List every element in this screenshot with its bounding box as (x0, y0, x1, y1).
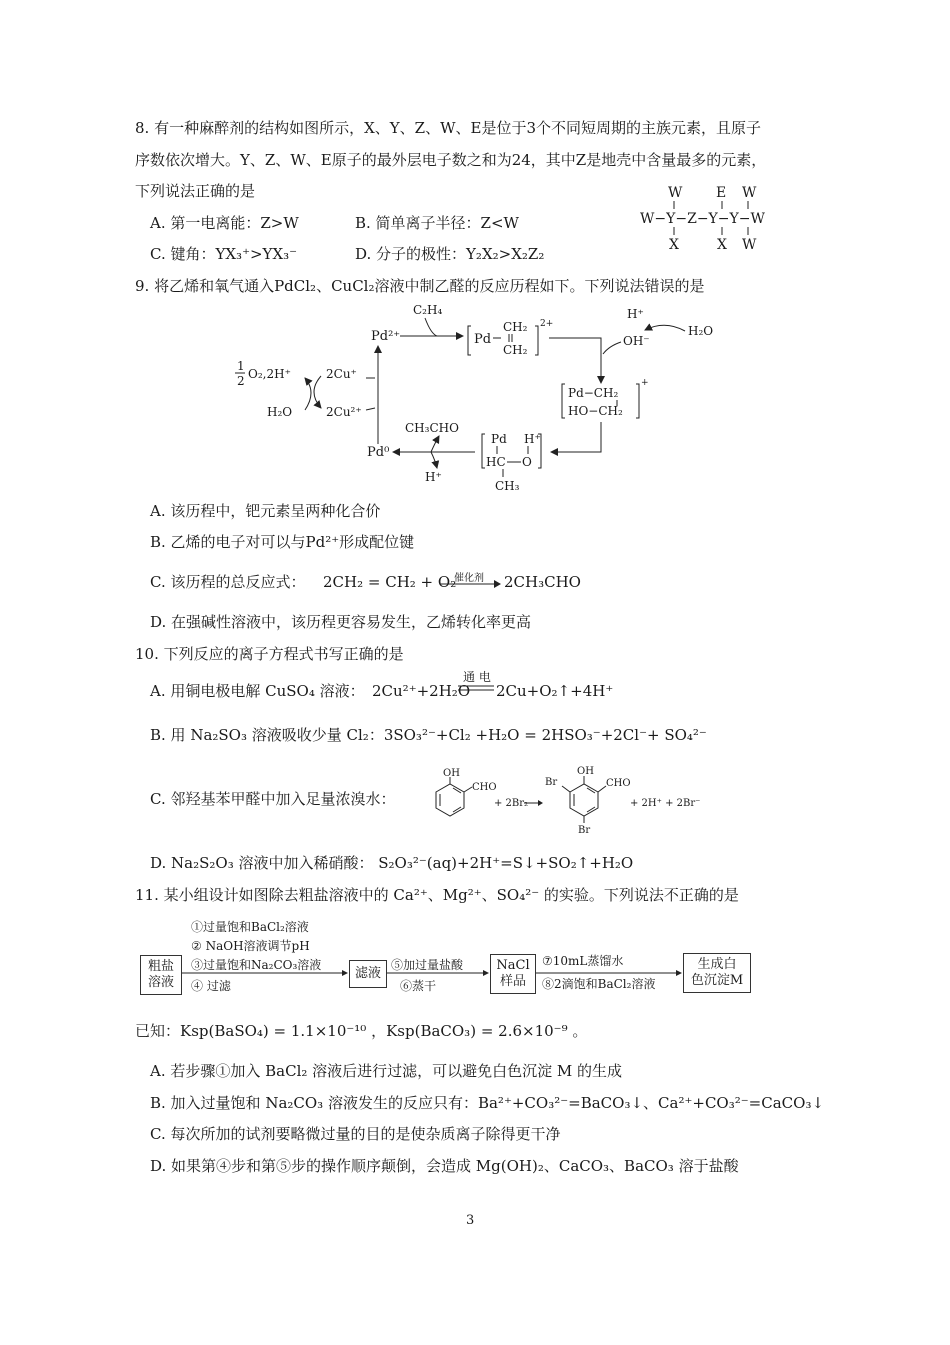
complex2-line2: HO−CH₂ (568, 404, 623, 418)
h-plus-bottom: H⁺ (425, 470, 442, 484)
flow-step-5: ⑤加过量盐酸 (391, 958, 464, 972)
complex3-h: H⁺ (524, 432, 541, 446)
complex2-line1: Pd−CH₂ (568, 386, 619, 400)
oxygen-protons: O₂,2H⁺ (248, 367, 291, 381)
complex1-ch2-top: CH₂ (503, 320, 528, 334)
atom-top-2: E (716, 185, 727, 201)
half-numerator: 1 (237, 359, 245, 373)
complex3-ch3: CH₃ (495, 479, 520, 493)
flow-step-1: ①过量饱和BaCl₂溶液 (191, 920, 309, 934)
q10-electrolysis-condition: 通 电 (463, 670, 491, 684)
copper-ii-label: 2Cu²⁺ (326, 405, 362, 419)
q10-option-d: D. Na₂S₂O₃ 溶液中加入稀硝酸： S₂O₃²⁻(aq)+2H⁺=S↓+SO₂↑+H₂O (150, 854, 634, 872)
structure-main-chain: W−Y−Z−Y−Y−W (640, 211, 765, 227)
q10-stem: 10. 下列反应的离子方程式书写正确的是 (135, 645, 404, 663)
flow-box-crude-salt: 粗盐 溶液 (140, 955, 182, 995)
flow-box-white-precipitate: 生成白 色沉淀M (683, 953, 751, 993)
flow-step-8: ⑧2滴饱和BaCl₂溶液 (542, 977, 656, 991)
page-number: 3 (466, 1213, 475, 1228)
q9-reaction-arrow (440, 579, 502, 591)
q9-catalyst-label: 催化剂 (454, 573, 484, 584)
flow-step-4: ④ 过滤 (191, 979, 231, 993)
complex2-charge: + (641, 378, 649, 388)
water-right: H₂O (688, 324, 714, 338)
q10-option-c-label: C. 邻羟基苯甲醛中加入足量浓溴水： (150, 790, 396, 808)
atom-bottom-1: X (669, 237, 679, 253)
q8-option-d: D. 分子的极性：Y₂X₂>X₂Z₂ (355, 245, 545, 263)
product-cho: CHO (606, 778, 631, 789)
atom-bottom-2: X (717, 237, 727, 253)
q8-stem-line2: 序数依次增大。Y、Z、W、E原子的最外层电子数之和为24，其中Z是地壳中含量最多的元素， (135, 151, 767, 169)
q10-option-b: B. 用 Na₂SO₃ 溶液吸收少量 Cl₂：3SO₃²⁻+Cl₂ +H₂O = 2HSO₃⁻+2Cl⁻+ SO₄²⁻ (150, 726, 707, 744)
copper-i-label: 2Cu⁺ (326, 367, 357, 381)
q8-option-c: C. 键角：YX₃⁺>YX₃⁻ (150, 245, 298, 263)
atom-top-1: W (668, 185, 683, 201)
half-denominator: 2 (237, 374, 245, 388)
q10-option-a-label: A. 用铜电极电解 CuSO₄ 溶液： (150, 682, 365, 700)
q11-option-d: D. 如果第④步和第⑤步的操作顺序颠倒，会造成 Mg(OH)₂、CaCO₃、BaCO₃ 溶于盐酸 (150, 1157, 739, 1175)
q11-known-constants: 已知：Ksp(BaSO₄) = 1.1×10⁻¹⁰ ，Ksp(BaCO₃) = 2.6×10⁻⁹ 。 (135, 1022, 588, 1040)
complex3-o: O (522, 455, 532, 469)
q10-option-a-equation-right: 2Cu+O₂↑+4H⁺ (496, 682, 614, 700)
hydroxide-label: OH⁻ (623, 334, 650, 348)
q9-option-d: D. 在强碱性溶液中，该历程更容易发生，乙烯转化率更高 (150, 613, 532, 631)
c2h4-label: C₂H₄ (413, 303, 443, 317)
product-oh: OH (577, 766, 594, 777)
flow-box-filtrate: 滤液 (349, 960, 387, 988)
q9-stem: 9. 将乙烯和氧气通入PdCl₂、CuCl₂溶液中制乙醛的反应历程如下。下列说法错误的是 (135, 277, 705, 295)
q9-option-c-equation-right: 2CH₃CHO (504, 573, 581, 591)
q11-option-c: C. 每次所加的试剂要略微过量的目的是使杂质离子除得更干净 (150, 1125, 561, 1143)
atom-bottom-3: W (742, 237, 757, 253)
q10-bromination-scheme (412, 762, 722, 837)
complex1-pd: Pd (474, 332, 492, 347)
q10-equals-double-line (458, 684, 496, 692)
reactant-oh: OH (443, 768, 460, 779)
complex1-ch2-bottom: CH₂ (503, 343, 528, 357)
flow-step-3: ③过量饱和Na₂CO₃溶液 (191, 958, 322, 972)
q11-stem: 11. 某小组设计如图除去粗盐溶液中的 Ca²⁺、Mg²⁺、SO₄²⁻ 的实验。下列说法不正确的是 (135, 886, 739, 904)
q9-option-c-label: C. 该历程的总反应式： (150, 573, 306, 591)
flow-step-6: ⑥蒸干 (400, 979, 437, 993)
complex3-pd: Pd (491, 432, 507, 446)
acetaldehyde-label: CH₃CHO (405, 421, 459, 435)
reactant-cho: CHO (472, 782, 497, 793)
water-left: H₂O (267, 405, 293, 419)
q8-option-b: B. 简单离子半径：Z<W (355, 214, 519, 232)
q8-stem-line1: 8. 有一种麻醉剂的结构如图所示，X、Y、Z、W、E是位于3个不同短周期的主族元素，且原子 (135, 119, 761, 137)
q8-option-a: A. 第一电离能：Z>W (150, 214, 299, 232)
q8-stem-line3: 下列说法正确的是 (135, 182, 256, 200)
pd2-label: Pd²⁺ (371, 329, 401, 344)
atom-top-3: W (742, 185, 757, 201)
q11-option-a: A. 若步骤①加入 BaCl₂ 溶液后进行过滤，可以避免白色沉淀 M 的生成 (150, 1062, 623, 1080)
q9-reaction-mechanism (225, 298, 745, 498)
q9-option-c-equation-left: 2CH₂ = CH₂ + O₂ (323, 573, 457, 591)
flow-step-2: ② NaOH溶液调节pH (191, 939, 310, 953)
complex3-hc: HC (486, 455, 506, 469)
q10-option-a-equation-left: 2Cu²⁺+2H₂O (372, 682, 471, 700)
byproducts: + 2H⁺ + 2Br⁻ (630, 798, 701, 809)
pd0-label: Pd⁰ (367, 445, 390, 460)
product-br-left: Br (545, 777, 558, 788)
q11-option-b: B. 加入过量饱和 Na₂CO₃ 溶液发生的反应只有：Ba²⁺+CO₃²⁻=BaCO₃↓、Ca²⁺+CO₃²⁻=CaCO₃↓ (150, 1094, 825, 1112)
q9-option-a: A. 该历程中，钯元素呈两种化合价 (150, 502, 381, 520)
q11-flowchart (138, 915, 753, 1000)
flow-box-nacl-sample: NaCl 样品 (490, 954, 536, 994)
q8-structure-diagram (636, 180, 796, 255)
h-plus-top: H⁺ (627, 307, 644, 321)
complex1-charge: 2+ (540, 319, 554, 329)
flow-arrows (138, 915, 753, 1000)
q9-option-b: B. 乙烯的电子对可以与Pd²⁺形成配位键 (150, 533, 415, 551)
flow-step-7: ⑦10mL蒸馏水 (542, 954, 624, 968)
product-br-bottom: Br (578, 825, 591, 836)
bromine-reagent: + 2Br₂ (494, 798, 529, 809)
